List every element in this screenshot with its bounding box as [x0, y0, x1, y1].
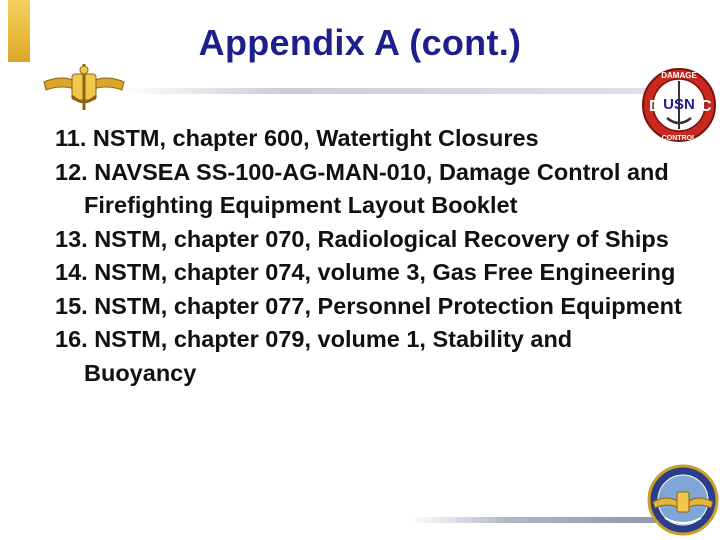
list-item: 11. NSTM, chapter 600, Watertight Closures [55, 125, 539, 151]
seal-right-letter: C [700, 98, 712, 115]
seal-left-letter: D [649, 98, 661, 115]
list-item: 13. NSTM, chapter 070, Radiological Recovery of Ships [55, 225, 669, 252]
surface-warfare-pin-icon [42, 60, 126, 112]
seal-center-text: USN [663, 96, 695, 113]
seal-top-text: DAMAGE [661, 71, 697, 80]
seal-bottom-text: CONTROL [661, 135, 697, 142]
list-item: 16. NSTM, chapter 079, volume 1, Stability and Buoyancy [55, 326, 573, 386]
footer-divider [410, 517, 660, 523]
list-item: 14. NSTM, chapter 074, volume 3, Gas Free Engineering [55, 259, 676, 285]
surface-warfare-seal-icon [645, 460, 720, 538]
reference-list [55, 122, 685, 390]
title-divider [120, 88, 660, 94]
list-item: 12. NAVSEA SS-100-AG-MAN-010, Damage Control and Firefighting Equipment Layout Booklet [55, 158, 669, 218]
slide-title: Appendix A (cont.) [198, 22, 522, 63]
list-item: 15. NSTM, chapter 077, Personnel Protection Equipment [55, 292, 682, 319]
